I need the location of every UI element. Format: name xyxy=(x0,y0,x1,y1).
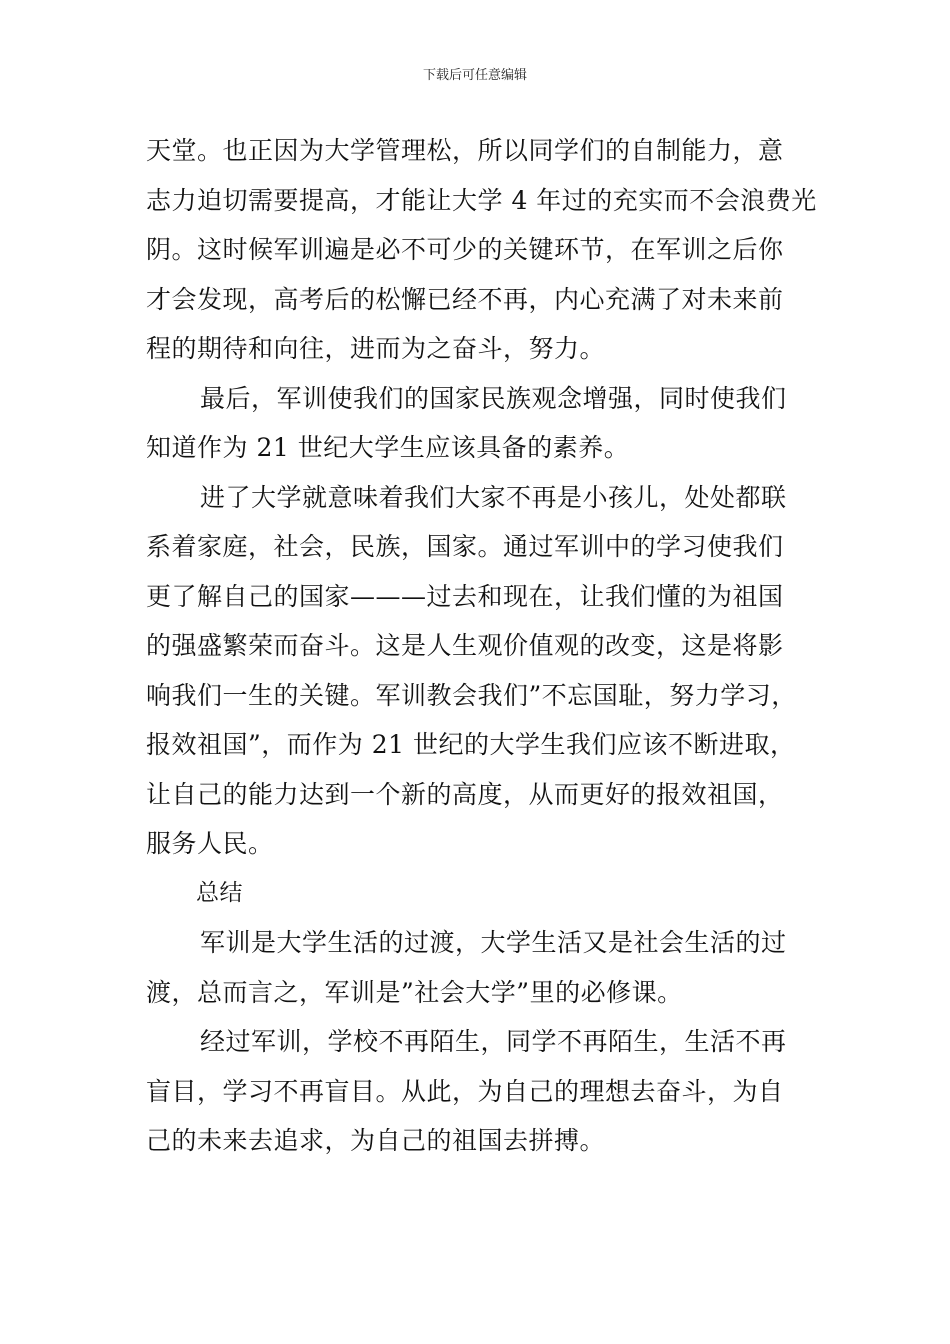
document-body xyxy=(146,126,836,1166)
text-line: 程的期待和向往，进而为之奋斗，努力。 xyxy=(146,334,606,363)
paragraph-start-line: 进了大学就意味着我们大家不再是小孩儿，处处都联 xyxy=(200,482,787,512)
text-line: 系着家庭，社会，民族，国家。通过军训中的学习使我们 xyxy=(146,532,784,561)
text-line: 让自己的能力达到一个新的高度，从而更好的报效祖国， xyxy=(146,779,784,809)
page-header: 下载后可任意编辑 xyxy=(422,68,527,83)
text-line: 渡，总而言之，军训是”社会大学”里的必修课。 xyxy=(146,977,683,1007)
paragraph-start-line: 最后，军训使我们的国家民族观念增强，同时使我们 xyxy=(200,383,787,413)
text-line: 志力迫切需要提高，才能让大学 4 年过的充实而不会浪费光 xyxy=(146,185,817,215)
text-line: 的强盛繁荣而奋斗。这是人生观价值观的改变，这是将影 xyxy=(146,631,784,660)
text-line: 响我们一生的关键。军训教会我们”不忘国耻，努力学习， xyxy=(146,680,797,710)
paragraph-start-line: 军训是大学生活的过渡，大学生活又是社会生活的过 xyxy=(200,928,787,957)
paragraph-start-line: 经过军训，学校不再陌生，同学不再陌生，生活不再 xyxy=(200,1027,787,1056)
text-line: 服务人民。 xyxy=(146,829,274,858)
text-line: 才会发现，高考后的松懈已经不再，内心充满了对未来前 xyxy=(146,284,784,314)
text-line: 报效祖国”，而作为 21 世纪的大学生我们应该不断进取， xyxy=(146,730,796,759)
text-line: 盲目，学习不再盲目。从此，为自己的理想去奋斗，为自 xyxy=(146,1076,784,1106)
text-line: 天堂。也正因为大学管理松，所以同学们的自制能力，意 xyxy=(146,136,784,165)
text-line: 知道作为 21 世纪大学生应该具备的素养。 xyxy=(146,433,630,462)
text-line: 己的未来去追求，为自己的祖国去拼搏。 xyxy=(146,1126,606,1155)
text-line: 阴。这时候军训遍是必不可少的关键环节，在军训之后你 xyxy=(146,235,784,264)
section-heading: 总结 xyxy=(196,879,243,906)
text-line: 更了解自己的国家———过去和现在，让我们懂的为祖国 xyxy=(146,581,784,611)
